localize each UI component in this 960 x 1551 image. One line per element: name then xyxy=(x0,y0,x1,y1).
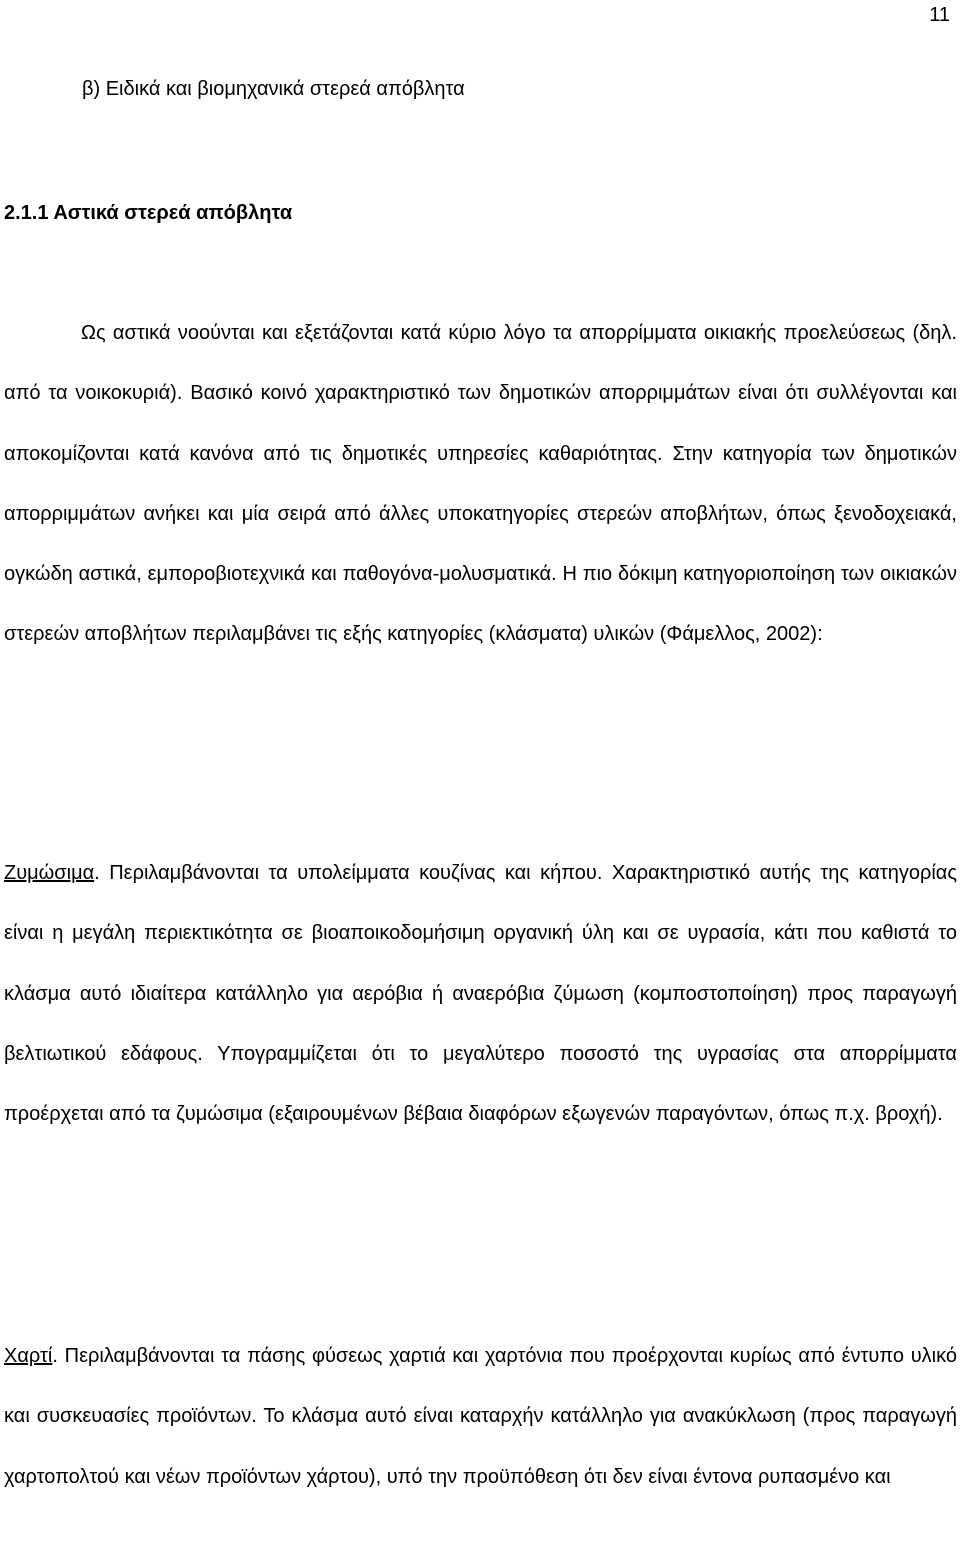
section-heading xyxy=(4,200,292,226)
term-zymosima: Ζυμώσιμα xyxy=(4,862,95,884)
subheading: β) Ειδικά και βιομηχανικά στερεά απόβλητα xyxy=(82,78,465,100)
page-number: 11 xyxy=(929,4,950,26)
paragraph-intro: Ως αστικά νοούνται και εξετάζονται κατά κύριο λόγο τα απορρίμματα οικιακής προελεύσεως (δηλ. από τα νοικοκυριά). Βασικό κοινό χαρακτηριστικό των δημοτικών απορριμμάτων είναι ότι συλλέγονται και αποκομίζονται κατά κανόνα από τις δημοτικές υπηρεσίες καθαριότητας. Στην κατηγορία των δημοτικών απορριμμάτων ανήκει και μία σειρά από άλλες υποκατηγορίες στερεών αποβλήτων, όπως ξενοδοχειακά, ογκώδη αστικά, εμποροβιοτεχνικά και παθογόνα-μολυσματικά. Η πιο δόκιμη κατηγοριοποίηση των οικιακών στερεών αποβλήτων περιλαμβάνει τις εξής κατηγορίες (κλάσματα) υλικών (Φάμελλος, 2002): xyxy=(4,322,957,646)
section-title: Αστικά στερεά απόβλητα xyxy=(53,202,293,224)
paragraph-zymosima-text: . Περιλαμβάνονται τα υπολείμματα κουζίνας και κήπου. Χαρακτηριστικό αυτής της κατηγορίας είναι η μεγάλη περιεκτικότητα σε βιοαποικοδομήσιμη οργανική ύλη και σε υγρασία, κάτι που καθιστά το κλάσμα αυτό ιδιαίτερα κατάλληλο για αερόβια ή αναερόβια ζύμωση (κομποστοποίηση) προς παραγωγή βελτιωτικού εδάφους. Υπογραμμίζεται ότι το μεγαλύτερο ποσοστό της υγρασίας στα απορρίμματα προέρχεται από τα ζυμώσιμα (εξαιρουμένων βέβαια διαφόρων εξωγενών παραγόντων, όπως π.χ. βροχή). xyxy=(4,862,957,1126)
paragraph-zymosima xyxy=(4,843,957,1144)
term-xarti: Χαρτί xyxy=(4,1345,53,1367)
paragraph-xarti-text: . Περιλαμβάνονται τα πάσης φύσεως χαρτιά και χαρτόνια που προέρχονται κυρίως από έντυπο υλικό και συσκευασίες προϊόντων. Το κλάσμα αυτό είναι καταρχήν κατάλληλο για ανακύκλωση (προς παραγωγή χαρτοπολτού και νέων προϊόντων χάρτου), υπό την προϋπόθεση ότι δεν είναι έντονα ρυπασμένο και xyxy=(4,1345,957,1488)
paragraph-xarti xyxy=(4,1326,957,1507)
section-number: 2.1.1 xyxy=(4,202,49,224)
